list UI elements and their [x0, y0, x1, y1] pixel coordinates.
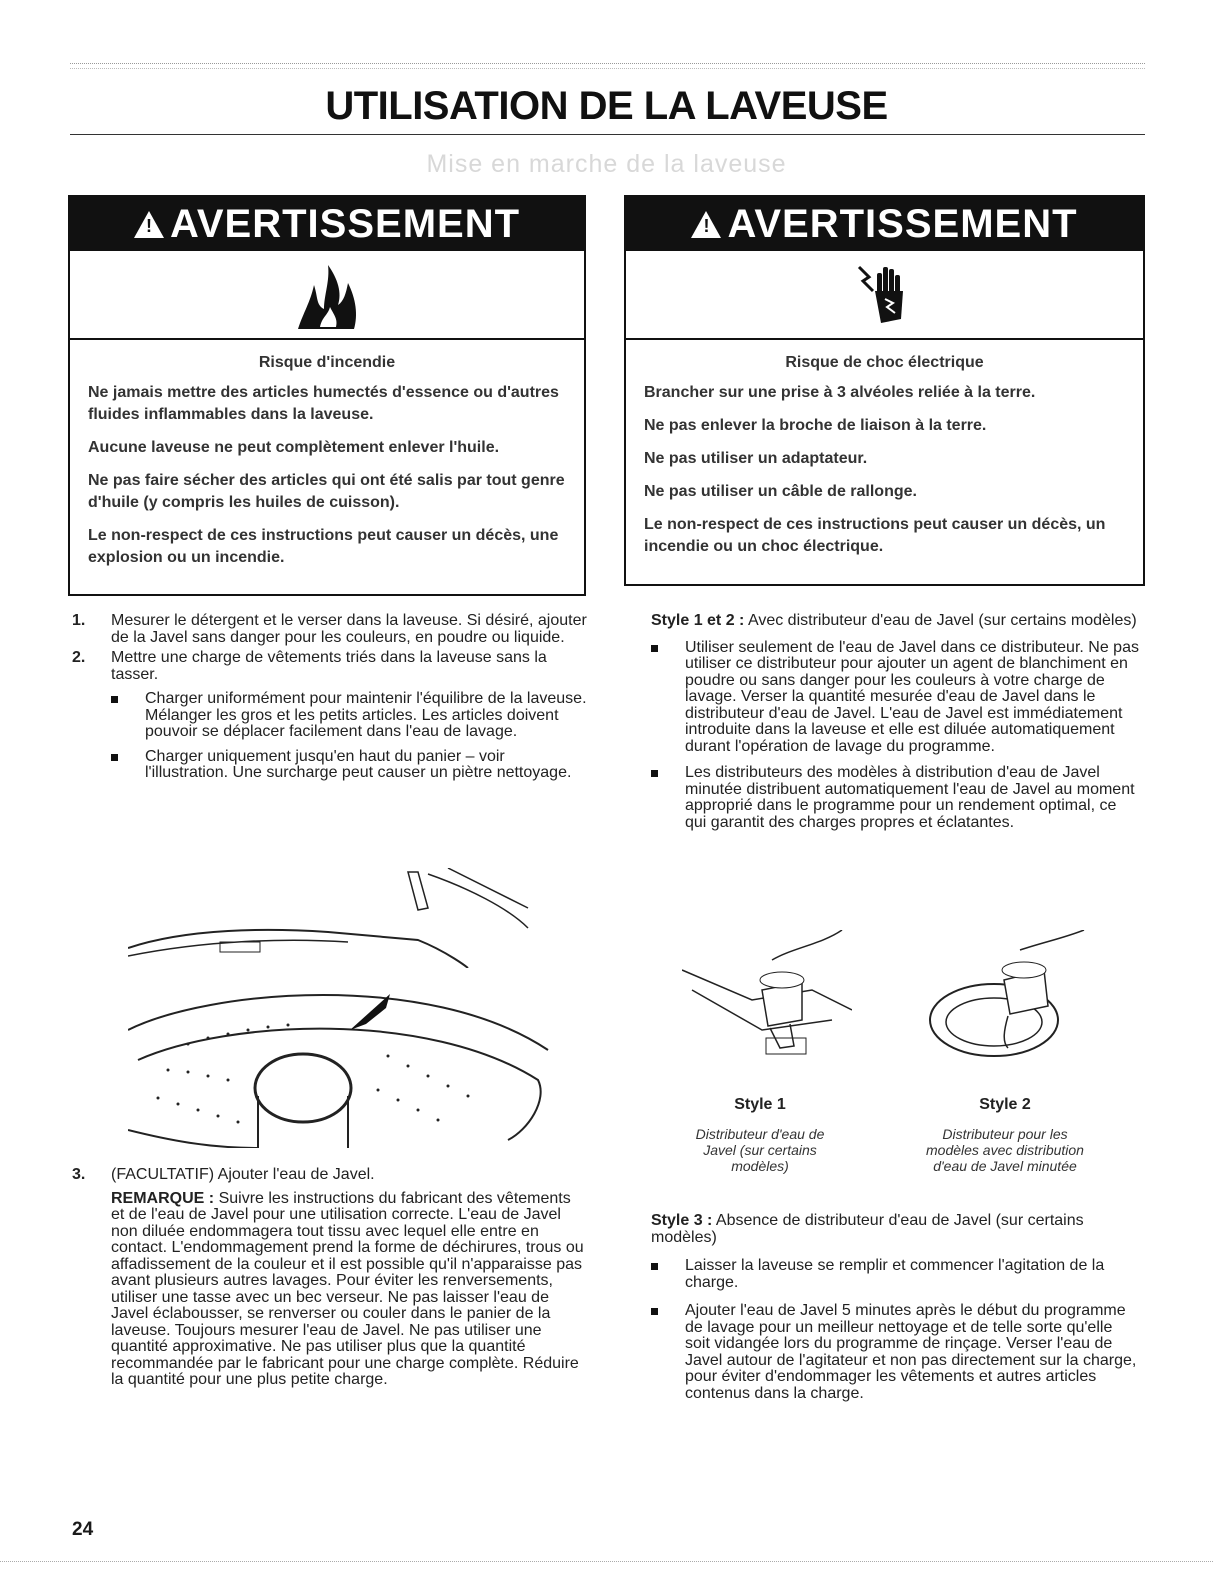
section-subtitle: Mise en marche de la laveuse: [426, 150, 787, 178]
step-2-bullets: [111, 691, 587, 782]
warning-line: Ne jamais mettre des articles humectés d'essence ou d'autres fluides inflammables dans la laveuse.: [88, 384, 559, 423]
list-item: Utiliser seulement de l'eau de Javel dans ce distributeur. Ne pas utiliser ce distributeur pour ajouter un agent de blanchiment en poudre ou sans danger pour les couleurs à votre charge de lavage. Verser la quantité mesurée d'eau de Javel dans le distributeur d'eau de Javel. L'eau de Javel est immédiatement introduite dans la laveuse et elle est diluée automatiquement durant l'opération de lavage du programme.: [651, 640, 1141, 756]
warning-triangle-icon: [691, 211, 721, 238]
step-text: Mesurer le détergent et le verser dans la laveuse. Si désiré, ajouter de la Javel sans danger pour les couleurs, en poudre ou liquide.: [111, 612, 587, 646]
warning-line: Brancher sur une prise à 3 alvéoles reliée à la terre.: [644, 384, 1036, 401]
warning-header-label: AVERTISSEMENT: [727, 201, 1078, 246]
warning-header: [626, 197, 1143, 251]
warning-header: [70, 197, 584, 251]
step-number: 3.: [72, 1166, 86, 1183]
warning-header-label: AVERTISSEMENT: [169, 201, 521, 246]
warning-line: Ne pas utiliser un adaptateur.: [644, 450, 868, 467]
electric-warning-box: [624, 195, 1145, 586]
figure-label: Style 2: [979, 1096, 1031, 1113]
style-label: Style 1 et 2 :: [651, 612, 745, 629]
left-column: [72, 613, 587, 782]
note-label: REMARQUE :: [111, 1189, 215, 1207]
list-item: Charger uniformément pour maintenir l'équilibre de la laveuse. Mélanger les gros et les petits articles. Les articles doivent pouvoir se déplacer facilement dans l'eau de lavage.: [111, 691, 587, 741]
style-2-dispenser-illustration: [924, 930, 1094, 1060]
warning-line: Ne pas enlever la broche de liaison à la terre.: [644, 417, 987, 434]
fire-warning-box: [68, 195, 586, 596]
warning-line: Le non-respect de ces instructions peut causer un décès, un incendie ou un choc électrique.: [644, 516, 1106, 555]
step-text: Mettre une charge de vêtements triés dans la laveuse sans la tasser.: [111, 649, 547, 683]
style-text: Avec distributeur d'eau de Javel (sur certains modèles): [747, 612, 1137, 629]
step-number: 1.: [72, 612, 86, 629]
warning-line: Ne pas utiliser un câble de rallonge.: [644, 483, 917, 500]
step-3: [72, 1167, 587, 1389]
right-column: [651, 613, 1141, 831]
warning-line: Aucune laveuse ne peut complètement enlever l'huile.: [88, 439, 500, 456]
right-column-style-3: [651, 1213, 1141, 1402]
list-item: Laisser la laveuse se remplir et commencer l'agitation de la charge.: [651, 1258, 1141, 1291]
page-number: 24: [72, 1519, 94, 1540]
style-3-heading: [651, 1213, 1141, 1246]
style-1-2-heading: [651, 613, 1141, 630]
note-text: Suivre les instructions du fabricant des vêtements et de l'eau de Javel pour une utilisation correcte. L'eau de Javel non diluée endommagera tout tissu avec lequel elle entre en contact. L'endommagement prend la forme de déchirures, trous ou affadissement de la couleur et il est possible qu'il n'apparaisse pas avant plusieurs autres lavages. Pour éviter les renversements, utiliser une tasse avec un bec verseur. Ne pas laisser l'eau de Javel éclabousser, se renverser ou couler dans le panier de la laveuse. Toujours mesurer l'eau de Javel. Ne pas utiliser une quantité approximative. Ne pas utiliser plus que la quantité recommandée par le fabricant pour une charge complète. Réduire la quantité pour une plus petite charge.: [111, 1189, 584, 1388]
fire-icon: [70, 251, 584, 340]
figure-caption: Distributeur d'eau de Javel (sur certains modèles): [695, 1126, 825, 1174]
electric-shock-icon: [626, 251, 1143, 340]
warning-subhead: Risque de choc électrique: [785, 354, 984, 371]
washer-basket-interior: [128, 960, 558, 1148]
warning-line: Ne pas faire sécher des articles qui ont été salis par tout genre d'huile (y compris les huiles de cuisson).: [88, 472, 565, 511]
note-paragraph: [111, 1191, 587, 1389]
list-item: Charger uniquement jusqu'en haut du panier – voir l'illustration. Une surcharge peut causer un piètre nettoyage.: [111, 749, 587, 782]
list-item: Ajouter l'eau de Javel 5 minutes après le début du programme de lavage pour un meilleur nettoyage et de telle sorte qu'elle soit vidangée lors du programme de rinçage. Verser l'eau de Javel autour de l'agitateur et non pas directement sur la charge, pour éviter d'endommager les vêtements et autres articles contenus dans la charge.: [651, 1303, 1141, 1402]
washer-basket-illustration: [128, 868, 558, 968]
style-label: Style 3 :: [651, 1212, 713, 1229]
warning-subhead: Risque d'incendie: [258, 354, 396, 371]
top-dotted-rule: [70, 63, 1145, 69]
step-number: 2.: [72, 649, 86, 666]
left-column-step-3: [72, 1167, 587, 1389]
step-1: [72, 613, 587, 646]
figure-caption: Distributeur pour les modèles avec distribution d'eau de Javel minutée: [926, 1126, 1084, 1174]
warning-line: Le non-respect de ces instructions peut causer un décès, une explosion ou un incendie.: [88, 527, 559, 566]
step-2: [72, 650, 587, 782]
figure-label: Style 1: [734, 1096, 786, 1113]
style-text: Absence de distributeur d'eau de Javel (sur certains modèles): [651, 1212, 1084, 1246]
warning-triangle-icon: [134, 211, 164, 238]
page-title: UTILISATION DE LA LAVEUSE: [325, 84, 888, 128]
bottom-dotted-rule: [0, 1561, 1213, 1562]
list-item: Les distributeurs des modèles à distribution d'eau de Javel minutée distribuent automatiquement l'eau de Javel au moment approprié dans le programme pour un rendement optimal, ce qui garantit des charges propres et éclatantes.: [651, 765, 1141, 831]
step-text: (FACULTATIF) Ajouter l'eau de Javel.: [111, 1166, 375, 1183]
style-1-dispenser-illustration: [682, 930, 852, 1060]
title-rule: [70, 134, 1145, 135]
